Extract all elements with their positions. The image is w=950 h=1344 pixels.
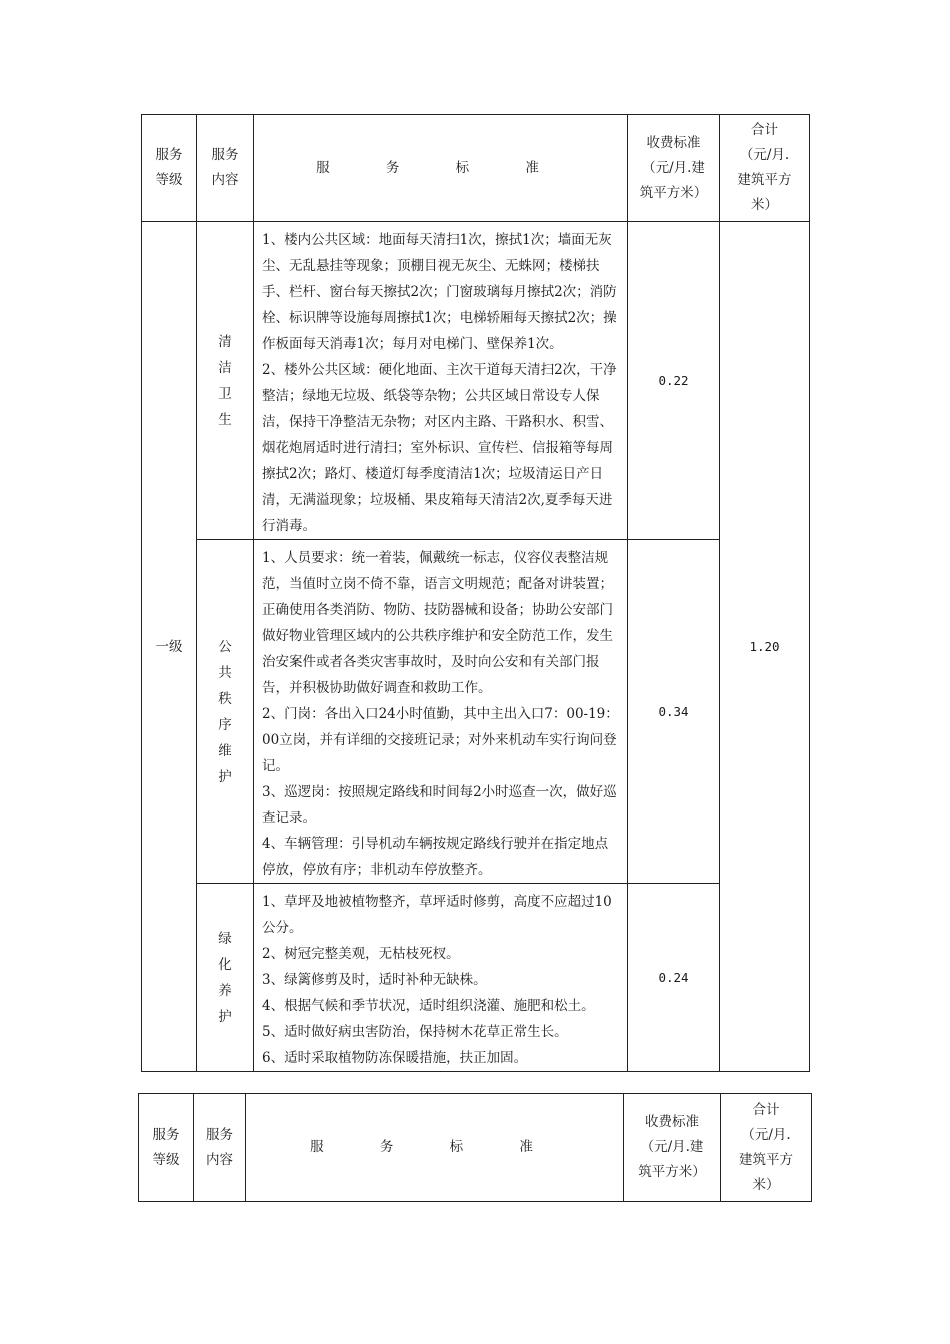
header-fee-standard: 收费标准 （元/月.建 筑平方米） [624,1094,721,1202]
header-service-level: 服务 等级 [142,115,197,222]
table-row [142,540,810,884]
table-row [142,222,810,540]
header-service-standard: 服 务 标 准 [246,1094,624,1202]
fee-cell-cleaning: 0.22 [628,222,720,540]
standard-cell-cleaning: 1、楼内公共区域：地面每天清扫1次，擦拭1次；墙面无灰尘、无乱悬挂等现象；顶棚目视无灰尘、无蛛网；楼梯扶手、栏杆、窗台每天擦拭2次；门窗玻璃每月擦拭2次；消防栓、标识牌等设施每周擦拭1次；电梯轿厢每天擦拭2次；操作板面每天消毒1次；每月对电梯门、壁保养1次。 2、楼外公共区域：硬化地面、主次干道每天清扫2次，干净整洁；绿地无垃圾、纸袋等杂物；公共区域日常设专人保洁，保持干净整洁无杂物；对区内主路、干路积水、积雪、烟花炮屑适时进行清扫；室外标识、宣传栏、信报箱等每周擦拭2次；路灯、楼道灯每季度清洁1次；垃圾清运日产日清，无满溢现象；垃圾桶、果皮箱每天清洁2次,夏季每天进行消毒。 [254,222,628,540]
header-service-content: 服务 内容 [197,115,254,222]
service-level-cell [142,222,197,1072]
standard-cell-greening: 1、草坪及地被植物整齐，草坪适时修剪，高度不应超过10公分。 2、树冠完整美观，无枯枝死杈。 3、绿篱修剪及时，适时补种无缺株。 4、根据气候和季节状况，适时组织浇灌、施肥和松土。 5、适时做好病虫害防治，保持树木花草正常生长。 6、适时采取植物防冻保暖措施，扶正加固。 [254,884,628,1072]
fee-cell-greening: 0.24 [628,884,720,1072]
service-level-value: 一级 [155,638,183,655]
header-service-content: 服务 内容 [194,1094,246,1202]
content-cell-greening: 绿 化 养 护 [197,884,254,1072]
content-cell-public-order: 公 共 秩 序 维 护 [197,540,254,884]
total-cell: 1.20 [720,222,810,1072]
table-row [142,884,810,1072]
header-fee-standard: 收费标准 （元/月.建 筑平方米） [628,115,720,222]
fee-cell-public-order: 0.34 [628,540,720,884]
service-standard-table-continued [138,1093,812,1202]
content-cell-cleaning: 清 洁 卫 生 [197,222,254,540]
header-total: 合计 （元/月. 建筑平方 米） [721,1094,812,1202]
header-total: 合计 （元/月. 建筑平方 米） [720,115,810,222]
table-header-row [139,1094,812,1202]
header-service-standard: 服 务 标 准 [254,115,628,222]
table-header-row [142,115,810,222]
service-standard-table [141,114,810,1072]
standard-cell-public-order: 1、人员要求：统一着装，佩戴统一标志，仪容仪表整洁规范，当值时立岗不倚不靠，语言文明规范；配备对讲装置；正确使用各类消防、物防、技防器械和设备；协助公安部门做好物业管理区域内的公共秩序维护和安全防范工作，发生治安案件或者各类灾害事故时，及时向公安和有关部门报告，并积极协助做好调查和救助工作。 2、门岗：各出入口24小时值勤，其中主出入口7：00-19：00立岗，并有详细的交接班记录；对外来机动车实行询问登记。 3、巡逻岗：按照规定路线和时间每2小时巡查一次，做好巡查记录。 4、车辆管理：引导机动车辆按规定路线行驶并在指定地点停放，停放有序；非机动车停放整齐。 [254,540,628,884]
header-service-level: 服务 等级 [139,1094,194,1202]
